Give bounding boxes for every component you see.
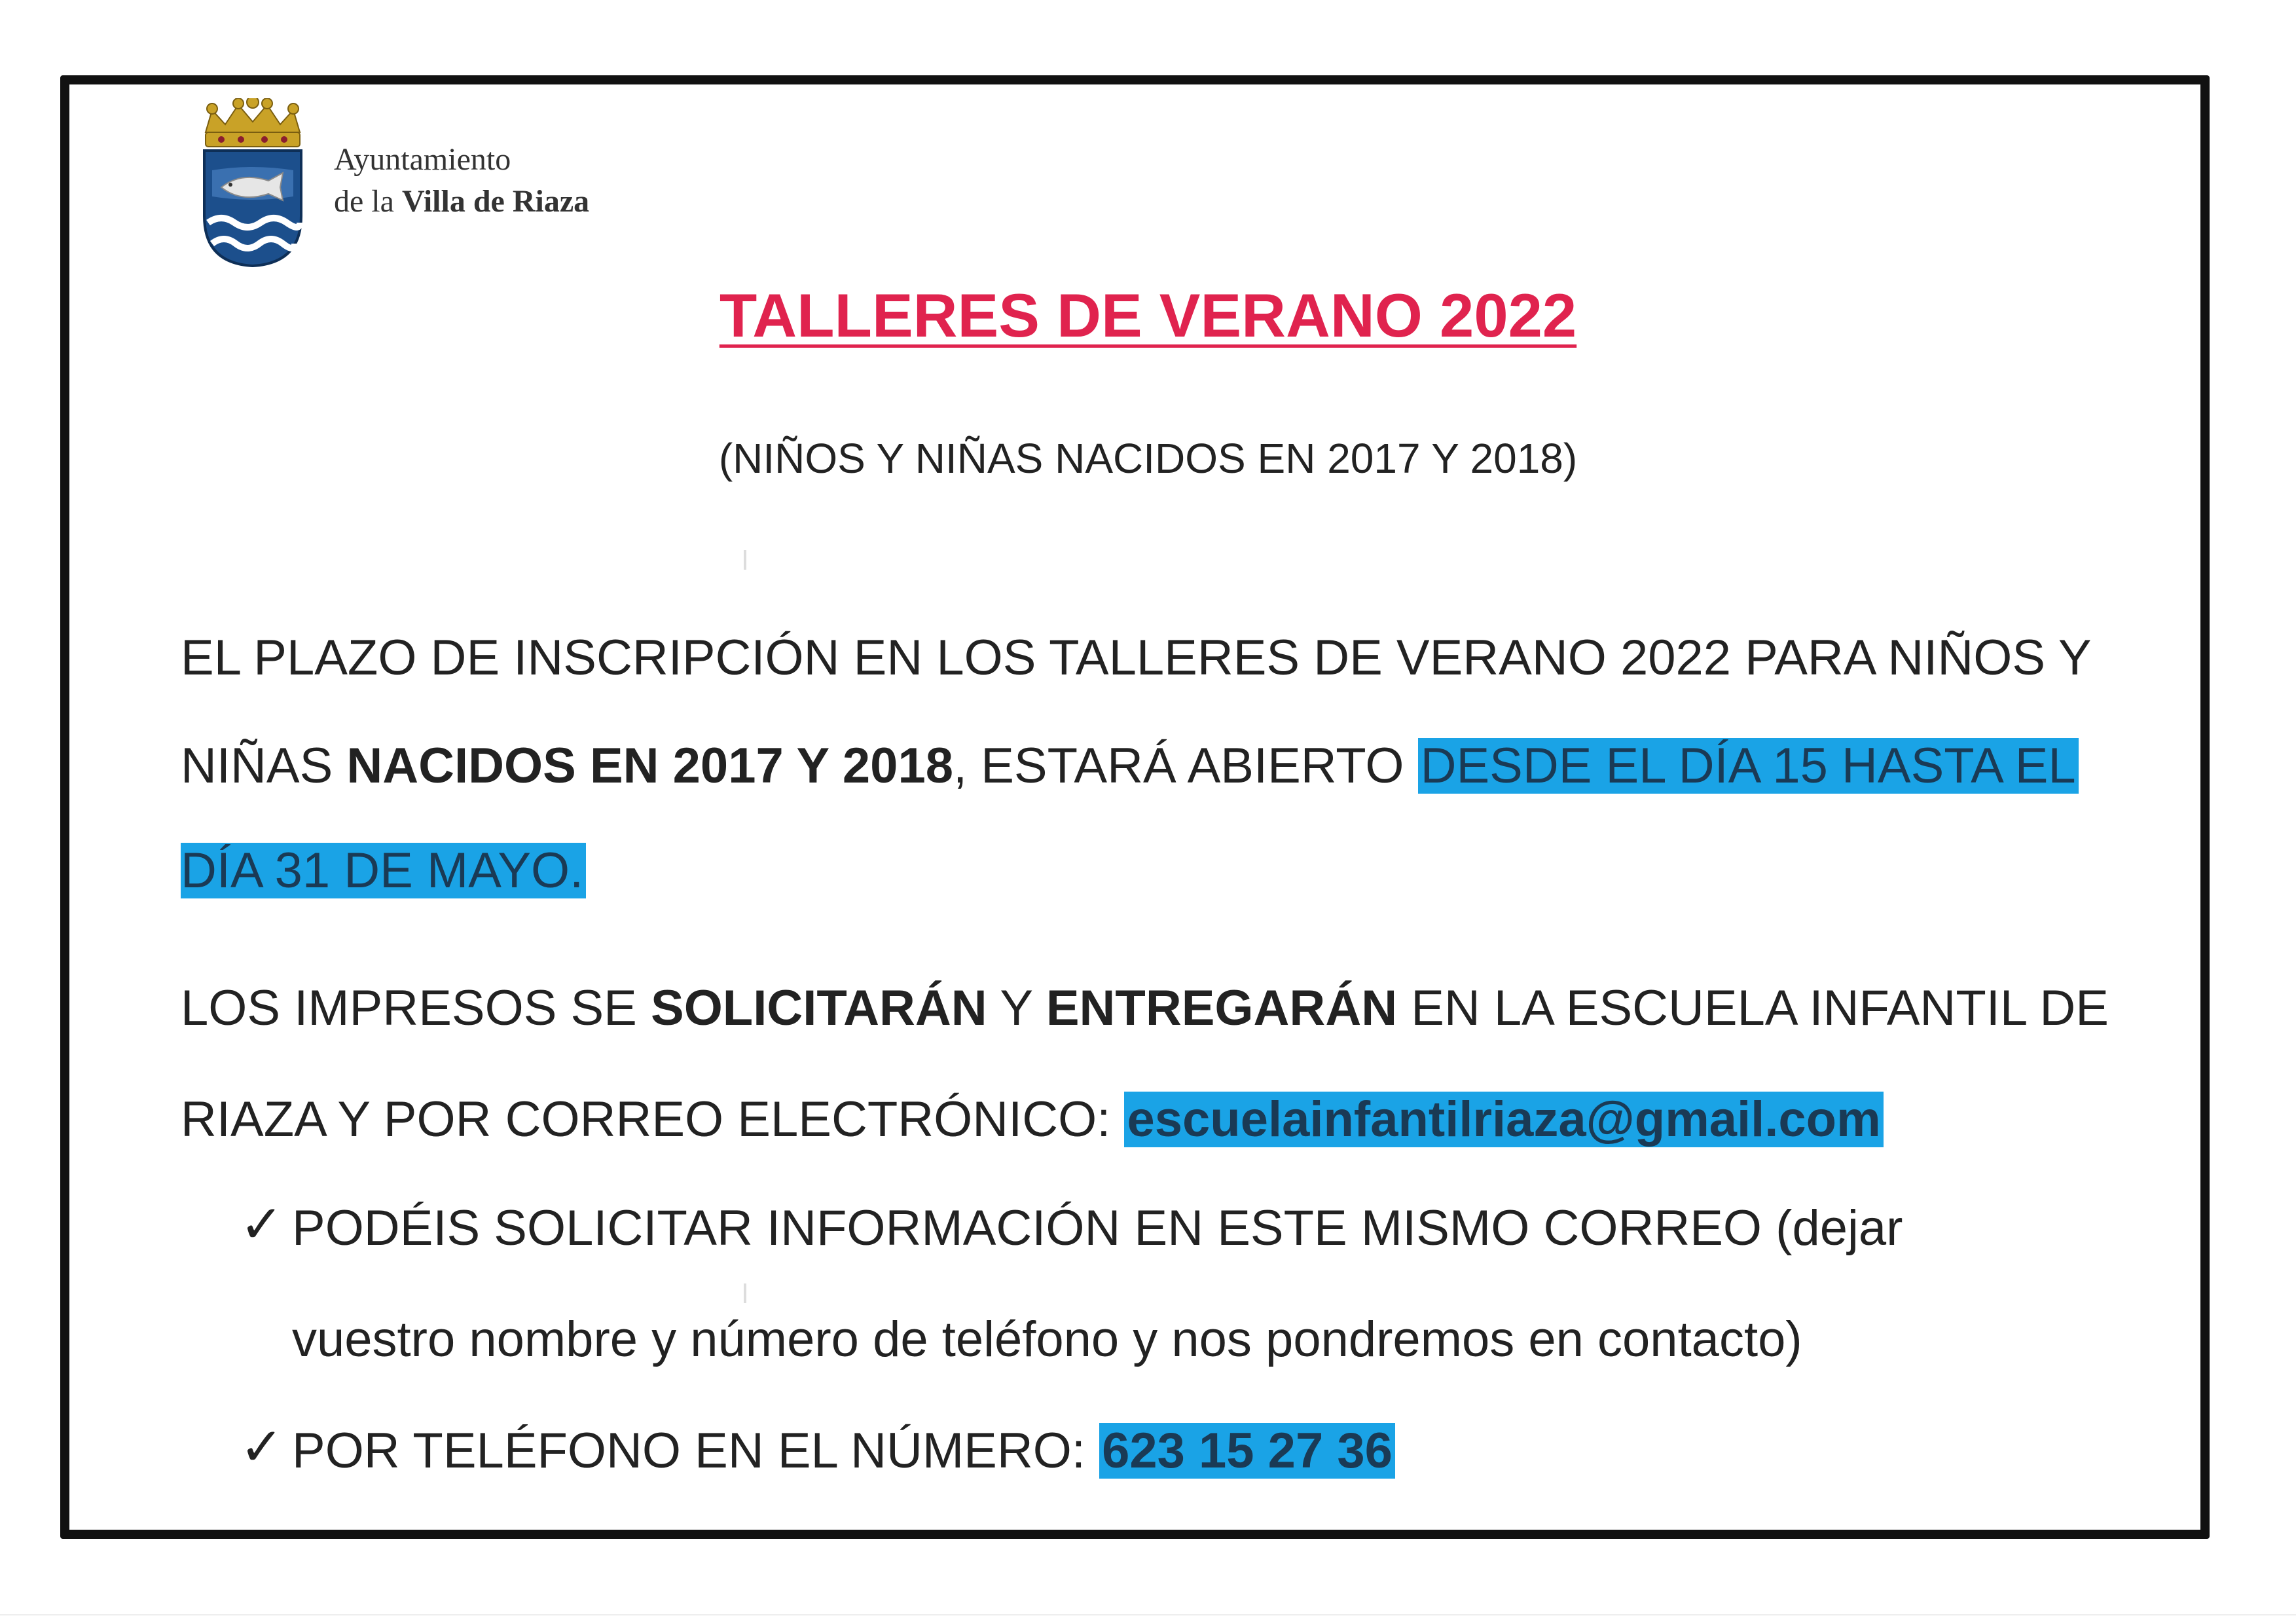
- paragraph-1-line-2: [181, 733, 2079, 799]
- organization-name: [334, 139, 589, 223]
- bullet-1-line-2: vuestro nombre y número de teléfono y nos pondremos en contacto): [292, 1312, 1802, 1367]
- org-line-1: Ayuntamiento: [334, 142, 511, 177]
- p2-line2-text-a: RIAZA Y POR CORREO ELECTRÓNICO:: [181, 1092, 1125, 1147]
- p2-line1-text-c: EN LA ESCUELA INFANTIL DE: [1397, 980, 2109, 1036]
- scan-speck: [744, 550, 746, 570]
- email-link[interactable]: escuelainfantilriaza@gmail.com: [1124, 1092, 1883, 1147]
- registration-dates-highlight: DESDE EL DÍA 15 HASTA EL: [1418, 738, 2079, 794]
- paragraph-1-line-1: EL PLAZO DE INSCRIPCIÓN EN LOS TALLERES DE VERANO 2022 PARA NIÑOS Y: [181, 630, 2092, 686]
- org-line-2-bold: Villa de Riaza: [401, 184, 590, 219]
- p1-line2-bold: NACIDOS EN 2017 Y 2018: [346, 738, 953, 794]
- org-line-2: [334, 181, 589, 223]
- scan-speck: [744, 1283, 746, 1303]
- p2-line1-text-b: Y: [987, 980, 1046, 1036]
- paragraph-2-line-1: [181, 976, 2109, 1041]
- scan-edge-line: [0, 1614, 2296, 1615]
- org-line-2-prefix: de la: [334, 184, 402, 219]
- coat-of-arms-icon: [195, 98, 310, 268]
- phone-number[interactable]: 623 15 27 36: [1099, 1423, 1395, 1479]
- page-title-text: TALLERES DE VERANO 2022: [719, 281, 1577, 350]
- p2-line1-bold-2: ENTREGARÁN: [1046, 980, 1398, 1036]
- p2-line1-text-a: LOS IMPRESOS SE: [181, 980, 651, 1036]
- checkmark-icon: ✓: [240, 1195, 284, 1253]
- page-subtitle: (NIÑOS Y NIÑAS NACIDOS EN 2017 Y 2018): [718, 435, 1578, 482]
- bullet-2-line: [292, 1418, 1395, 1484]
- bullet-2-text: POR TELÉFONO EN EL NÚMERO:: [292, 1423, 1100, 1479]
- p2-line1-bold-1: SOLICITARÁN: [651, 980, 987, 1036]
- checkmark-icon: ✓: [240, 1418, 284, 1476]
- p1-line2-text-b: , ESTARÁ ABIERTO: [953, 738, 1418, 794]
- paragraph-2-line-2: [181, 1087, 1884, 1153]
- p1-line2-text-a: NIÑAS: [181, 738, 347, 794]
- registration-end-date-highlight: DÍA 31 DE MAYO.: [181, 843, 586, 898]
- bullet-1-line-1: PODÉIS SOLICITAR INFORMACIÓN EN ESTE MISMO CORREO (dejar: [292, 1200, 1903, 1256]
- paragraph-1-line-3: [181, 838, 586, 904]
- page-title: [0, 276, 2296, 355]
